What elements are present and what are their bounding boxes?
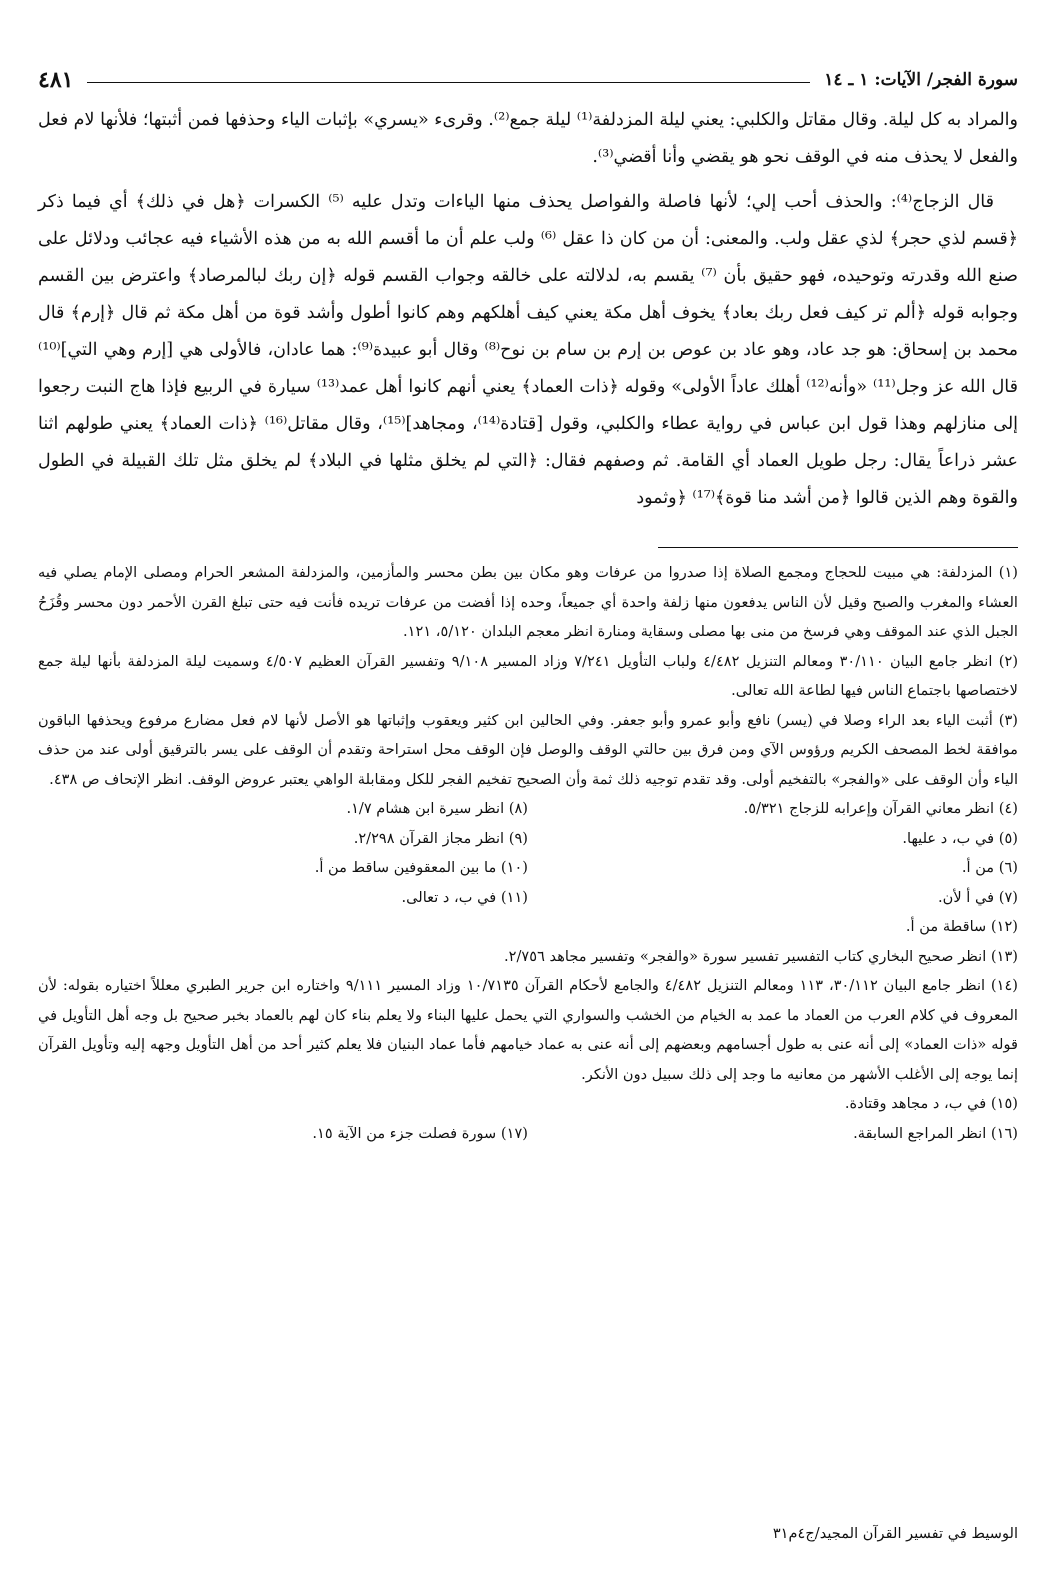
footnote-13: (١٣) انظر صحيح البخاري كتاب التفسير تفسير سورة «والفجر» وتفسير مجاهد ٢/٧٥٦. [504,947,1018,965]
footnote-17: (١٧) سورة فصلت جزء من الآية ١٥. [312,1124,528,1142]
footnote-15: (١٥) في ب، د مجاهد وقتادة. [844,1095,1018,1112]
footnotes [38,558,1018,1148]
footnote-14: (١٤) انظر جامع البيان ٣٠/١١٢، ١١٣ ومعالم التنزيل ٤/٤٨٢ والجامع لأحكام القرآن ١٠/٧١٣٥ وزاد المسير ٩/١١١ واختاره ابن جرير الطبري معللاً اختياره بقوله: لأن المعروف في كلام العرب من العماد ما عمد به الخيام من الخشب والسواري التي يحمل عليها البناء ولا يعلم بناء كان لهم بالعماد بخبر صحيح بل وجه أهل التأويل في قوله «ذات العماد» إلى أنه عنى به طول أجسامهم وبعضهم إلى أنه عنى به عماد خيامهم فأما عماد البنيان فلا يعلم كثير أحد من أهل التأويل وجهه إليه وتأويل القرآن إنما يوجه إلى الأغلب الأشهر من معانيه ما وجد إلى ذلك سبيل دون الأنكر. [38,977,1018,1083]
header-rule [87,82,810,83]
main-text [38,102,1018,517]
paragraph-2: قال الزجاج⁽⁴⁾: والحذف أحب إلي؛ لأنها فاصلة والفواصل يحذف منها الياءات وتدل عليه ⁽⁵⁾ الكسرات ﴿هل في ذلك﴾ أي فيما ذكر ﴿قسم لذي حجر﴾ لذي عقل ولب. والمعنى: أن من كان ذا عقل ⁽⁶⁾ ولب علم أن ما أقسم الله به من هذه الأشياء فيه عجائب ودلائل على صنع الله وقدرته وتوحيده، فهو حقيق بأن ⁽⁷⁾ يقسم به، لدلالته على خالقه وجواب القسم قوله ﴿إن ربك لبالمرصاد﴾ واعترض بين القسم وجوابه قوله ﴿ألم تر كيف فعل ربك بعاد﴾ يخوف أهل مكة يعني كيف أهلكهم وهم كانوا أطول وأشد قوة من أهل مكة ثم قال ﴿إرم﴾ قال محمد بن إسحاق: هو جد عاد، وهو عاد بن عوص بن إرم بن سام بن نوح⁽⁸⁾ وقال أبو عبيدة⁽⁹⁾: هما عادان، فالأولى هي [إرم وهي التي]⁽¹⁰⁾ قال الله عز وجل⁽¹¹⁾ «وأنه⁽¹²⁾ أهلك عاداً الأولى» وقوله ﴿ذات العماد﴾ يعني أنهم كانوا أهل عمد⁽¹³⁾ سيارة في الربيع فإذا هاج النبت رجعوا إلى منازلهم وهذا قول ابن عباس في رواية عطاء والكلبي، وقول [قتادة⁽¹⁴⁾، ومجاهد]⁽¹⁵⁾، وقال مقاتل⁽¹⁶⁾ ﴿ذات العماد﴾ يعني طولهم اثنا عشر ذراعاً يقال: رجل طويل العماد أي القامة. ثم وصفهم فقال: ﴿التي لم يخلق مثلها في البلاد﴾ لم يخلق مثل تلك القبيلة في الطول والقوة وهم الذين قالوا ﴿من أشد منا قوة﴾⁽¹⁷⁾ ﴿وثمود [38,192,1019,508]
footnote-1: (١) المزدلفة: هي مبيت للحجاج ومجمع الصلاة إذا صدروا من عرفات وهو مكان بين بطن محسر والمأزمين، والمزدلفة المشعر الحرام ومصلى الإمام يصلي فيه العشاء والمغرب والصبح وقيل لأن الناس يدفعون منها زلفة واحدة أي جميعاً، وحده إذا أفضت من عرفات تريده فأنت فيه حتى تبلغ القرن الأحمر دون محسر وقُزَحُ الجبل الذي عند الموقف وهي فرسخ من منى بها مصلى وسقاية ومنارة انظر معجم البلدان ٥/١٢٠، ١٢١. [38,564,1018,640]
footnote-separator [658,547,1018,548]
footnote-8: (٨) انظر سيرة ابن هشام ١/٧. [346,800,528,817]
footnote-grid-2 [38,1119,1018,1149]
footnote-grid [38,794,1018,912]
page-number: ٤٨١ [38,67,74,93]
footnote-11: (١١) في ب، د تعالى. [401,888,528,906]
paragraph-1: والمراد به كل ليلة. وقال مقاتل والكلبي: يعني ليلة المزدلفة⁽¹⁾ ليلة جمع⁽²⁾. وقرىء «يسري» بإثبات الياء وحذفها فمن أثبتها؛ فلأنها لام فعل والفعل لا يحذف منه في الوقف نحو هو يقضي وأنا أقضي⁽³⁾. [38,110,1018,167]
footnote-10: (١٠) ما بين المعقوفين ساقط من أ. [314,859,528,876]
footnote-2: (٢) انظر جامع البيان ٣٠/١١٠ ومعالم التنزيل ٤/٤٨٢ ولباب التأويل ٧/٢٤١ وزاد المسير ٩/١٠٨ وتفسير القرآن العظيم ٤/٥٠٧ وسميت ليلة المزدلفة بأنها ليلة جمع لاختصاصها باجتماع الناس فيها لطاعة الله تعالى. [38,652,1019,699]
footnote-6: (٦) من أ. [961,859,1018,876]
surah-title: سورة الفجر/ الآيات: ١ ـ ١٤ [824,70,1018,90]
footnote-7: (٧) في أ لأن. [937,888,1018,906]
footnote-5: (٥) في ب، د عليها. [902,829,1018,847]
book-footer: الوسيط في تفسير القرآن المجيد/ج٤م٣١ [772,1525,1018,1542]
footnote-3: (٣) أثبت الياء بعد الراء وصلا في (يسر) نافع وأبو عمرو وأبو جعفر. وفي الحالين ابن كثير ويعقوب وإثباتها هو الأصل لأنها لام فعل مضارع مرفوع ويحذفها الباقون موافقة لخط المصحف الكريم ورؤوس الآي ومن فرق بين حالتي الوقف والوصل فإن الوقف محل استراحة وتقدم أن الوقف على يسر بالترقيق أولى عند من حذف الياء وأن الوقف على «والفجر» بالتفخيم أولى. وقد تقدم توجيه ذلك ثمة وأن الصحيح تفخيم الفجر للكل ومقابلة الواهي يعتبر عروض الوقف. انظر الإتحاف ص ٤٣٨. [38,711,1018,788]
footnote-12: (١٢) ساقطة من أ. [905,918,1018,935]
footnote-4: (٤) انظر معاني القرآن وإعرابه للزجاج ٥/٣٢١. [743,800,1018,817]
footnote-16: (١٦) انظر المراجع السابقة. [853,1124,1018,1142]
running-header [38,60,1018,100]
footnote-9: (٩) انظر مجاز القرآن ٢/٢٩٨. [353,829,528,847]
